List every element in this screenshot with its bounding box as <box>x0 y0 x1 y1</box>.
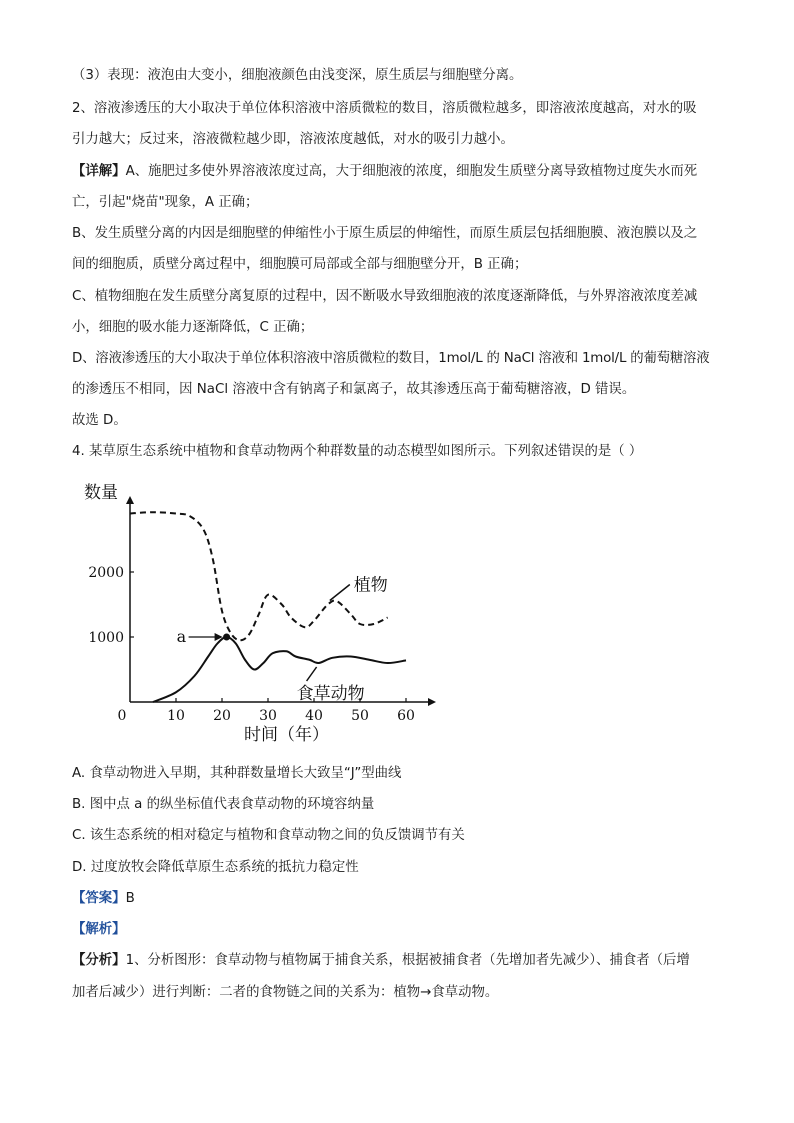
fenxi-line-2: 加者后减少）进行判断：二者的食物链之间的关系为：植物→食草动物。 <box>72 985 499 1000</box>
y-tick-label: 2000 <box>88 565 124 581</box>
y-tick-label: 1000 <box>88 630 124 646</box>
text-line-10: D、溶液渗透压的大小取决于单位体积溶液中溶质微粒的数目，1mol/L 的 NaCl 溶液和 1mol/L 的葡萄糖溶液 <box>72 351 710 366</box>
chart-axes <box>126 496 436 706</box>
text-line-6: B、发生质壁分离的内因是细胞壁的伸缩性小于原生质层的伸缩性，而原生质层包括细胞膜、液泡膜以及之 <box>72 226 698 241</box>
point-a-marker <box>223 634 230 641</box>
y-axis-label: 数量 <box>84 483 118 503</box>
option-d: D. 过度放牧会降低草原生态系统的抵抗力稳定性 <box>72 860 359 875</box>
text-line-4 <box>72 163 697 181</box>
text-line-11: 的渗透压不相同，因 NaCl 溶液中含有钠离子和氯离子，故其渗透压高于葡萄糖溶液，D 错误。 <box>72 382 636 397</box>
x-tick-label: 60 <box>397 708 415 724</box>
herbivore-series-label: 食草动物 <box>296 684 365 704</box>
question-stem: 4. 某草原生态系统中植物和食草动物两个种群数量的动态模型如图所示。下列叙述错误的是（ ） <box>72 444 643 459</box>
herbivore-leader-line <box>307 667 317 681</box>
option-a: A. 食草动物进入早期，其种群数量增长大致呈“J”型曲线 <box>72 766 402 781</box>
fenxi-text-1: 1、分析图形：食草动物与植物属于捕食关系，根据被捕食者（先增加者先减少）、捕食者（后增 <box>125 953 690 968</box>
option-b: B. 图中点 a 的纵坐标值代表食草动物的环境容纳量 <box>72 797 375 812</box>
x-tick-label: 20 <box>213 708 231 724</box>
detail-tag: 【详解】 <box>72 164 126 179</box>
point-a-label: a <box>176 627 187 646</box>
analysis-tag: 【解析】 <box>72 922 126 937</box>
chart-curves <box>130 512 406 702</box>
text-line-7: 间的细胞质，质壁分离过程中，细胞膜可局部或全部与细胞壁分开，B 正确； <box>72 257 528 272</box>
text-line-2: 2、溶液渗透压的大小取决于单位体积溶液中溶质微粒的数目，溶质微粒越多，即溶液浓度越高，对水的吸 <box>72 101 697 116</box>
x-tick-label: 50 <box>351 708 369 724</box>
x-tick-label: 30 <box>259 708 277 724</box>
x-axis-arrow <box>428 698 436 706</box>
option-c: C. 该生态系统的相对稳定与植物和食草动物之间的负反馈调节有关 <box>72 828 465 843</box>
herbivore-curve <box>153 637 406 702</box>
y-axis-arrow <box>126 496 134 504</box>
text-line-3: 引力越大；反过来，溶液微粒越少即，溶液浓度越低，对水的吸引力越小。 <box>72 132 514 147</box>
x-axis-label: 时间（年） <box>244 725 329 745</box>
plant-series-label: 植物 <box>353 575 388 596</box>
detail-text: A、施肥过多使外界溶液浓度过高，大于细胞液的浓度，细胞发生质壁分离导致植物过度失水而死 <box>125 164 698 179</box>
text-line-5: 亡，引起"烧苗"现象，A 正确； <box>72 195 259 210</box>
origin-label: 0 <box>117 708 127 724</box>
plant-leader-line <box>330 585 350 601</box>
plant-curve <box>130 512 388 640</box>
x-tick-label: 10 <box>167 708 185 724</box>
x-tick-label: 40 <box>305 708 323 724</box>
answer-line <box>72 890 135 908</box>
text-line-1: （3）表现：液泡由大变小，细胞液颜色由浅变深，原生质层与细胞壁分离。 <box>72 68 523 83</box>
fenxi-line-1 <box>72 952 690 970</box>
text-line-9: 小，细胞的吸水能力逐渐降低，C 正确； <box>72 320 314 335</box>
text-line-8: C、植物细胞在发生质壁分离复原的过程中，因不断吸水导致细胞液的浓度逐渐降低，与外界溶液浓度差减 <box>72 289 698 304</box>
answer-tag: 【答案】 <box>72 891 126 906</box>
population-dynamics-chart <box>72 470 442 755</box>
text-line-12: 故选 D。 <box>72 413 127 428</box>
answer-value: B <box>125 891 135 906</box>
fenxi-tag: 【分析】 <box>72 953 126 968</box>
